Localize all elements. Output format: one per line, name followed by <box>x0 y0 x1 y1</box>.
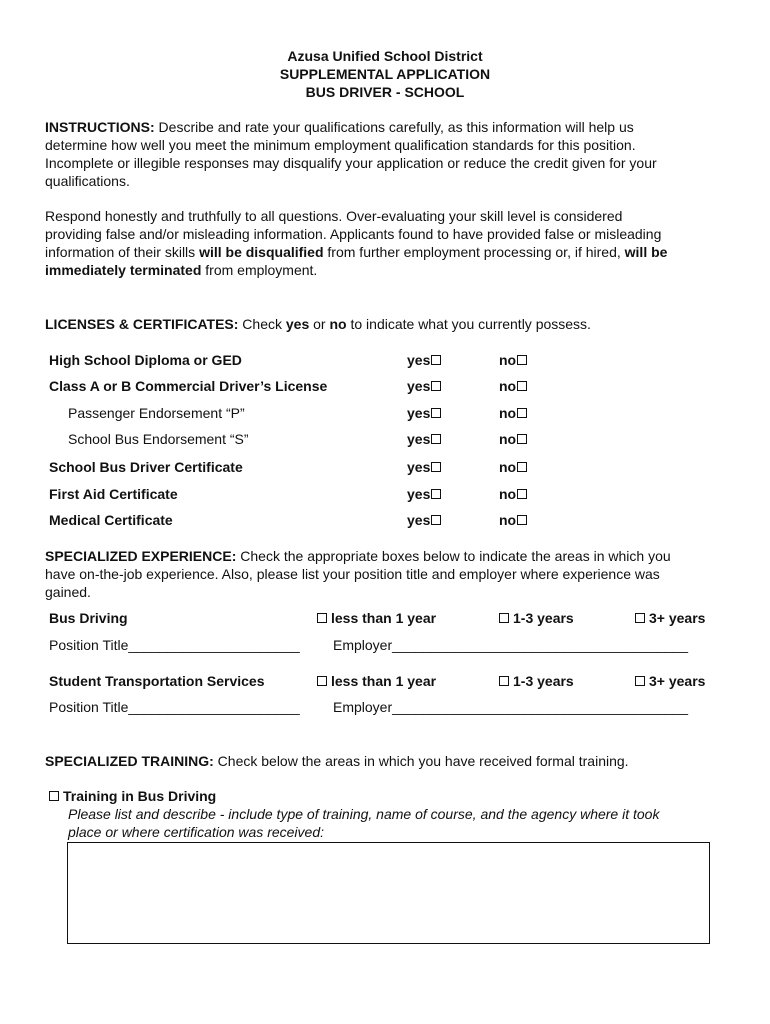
no-label: no <box>499 459 517 475</box>
license-no-option[interactable] <box>499 377 528 395</box>
instructions-text: Describe and rate your qualifications carefully, as this information will help us <box>154 119 634 135</box>
no-checkbox[interactable] <box>517 489 527 499</box>
position-title-field[interactable]: Position Title______________________ <box>49 699 300 715</box>
yes-checkbox[interactable] <box>431 355 441 365</box>
license-no-option[interactable] <box>499 351 528 369</box>
experience-option[interactable] <box>635 672 705 690</box>
licenses-heading: LICENSES & CERTIFICATES: <box>45 316 239 332</box>
experience-option[interactable] <box>499 609 574 627</box>
no-label: no <box>499 486 517 502</box>
licenses-intro-no: no <box>329 316 347 332</box>
yes-label: yes <box>407 459 431 475</box>
training-instructions: place or where certification was received: <box>68 824 325 840</box>
experience-checkbox[interactable] <box>635 676 645 686</box>
license-no-option[interactable] <box>499 430 528 448</box>
experience-option[interactable] <box>635 609 705 627</box>
honesty-paragraph <box>45 207 735 279</box>
license-yes-option[interactable] <box>407 458 442 476</box>
experience-heading: SPECIALIZED EXPERIENCE: <box>45 548 237 564</box>
yes-label: yes <box>407 486 431 502</box>
experience-option-label: 1-3 years <box>513 673 574 689</box>
license-label: High School Diploma or GED <box>49 352 242 368</box>
licenses-intro-text: Check <box>238 316 286 332</box>
training-intro-text: Check below the areas in which you have received formal training. <box>213 753 629 769</box>
experience-option-label: 1-3 years <box>513 610 574 626</box>
experience-option-label: less than 1 year <box>331 673 437 689</box>
honesty-emphasis: will be <box>624 244 668 260</box>
form-title: SUPPLEMENTAL APPLICATION <box>279 66 491 82</box>
instructions-text: determine how well you meet the minimum employment qualification standards for this position. <box>45 137 636 153</box>
no-checkbox[interactable] <box>517 462 527 472</box>
yes-checkbox[interactable] <box>431 381 441 391</box>
license-yes-option[interactable] <box>407 511 442 529</box>
license-yes-option[interactable] <box>407 377 442 395</box>
training-instructions: Please list and describe - include type of training, name of course, and the agency where it took <box>68 806 660 822</box>
honesty-text: from further employment processing or, if hired, <box>323 244 625 260</box>
experience-option[interactable] <box>317 672 436 690</box>
license-label: Passenger Endorsement “P” <box>68 405 245 421</box>
license-yes-option[interactable] <box>407 351 442 369</box>
license-label: Medical Certificate <box>49 512 173 528</box>
experience-option[interactable] <box>499 672 574 690</box>
yes-checkbox[interactable] <box>431 489 441 499</box>
yes-label: yes <box>407 378 431 394</box>
license-label: First Aid Certificate <box>49 486 178 502</box>
training-option[interactable] <box>49 787 216 805</box>
experience-option-label: 3+ years <box>649 673 706 689</box>
yes-label: yes <box>407 431 431 447</box>
instructions-label: INSTRUCTIONS: <box>45 119 155 135</box>
honesty-text: Respond honestly and truthfully to all questions. Over-evaluating your skill level is considered <box>45 208 623 224</box>
training-description-box[interactable] <box>67 842 710 944</box>
licenses-intro-text: or <box>309 316 330 332</box>
yes-label: yes <box>407 405 431 421</box>
experience-checkbox[interactable] <box>317 676 327 686</box>
license-no-option[interactable] <box>499 511 528 529</box>
org-name: Azusa Unified School District <box>287 48 483 64</box>
experience-intro <box>45 547 735 601</box>
no-checkbox[interactable] <box>517 515 527 525</box>
yes-checkbox[interactable] <box>431 434 441 444</box>
license-label: School Bus Endorsement “S” <box>68 431 249 447</box>
experience-text: gained. <box>45 584 91 600</box>
honesty-emphasis: will be disqualified <box>199 244 324 260</box>
no-label: no <box>499 512 517 528</box>
instructions-text: Incomplete or illegible responses may disqualify your application or reduce the credit given for your <box>45 155 657 171</box>
no-checkbox[interactable] <box>517 408 527 418</box>
form-subtitle: BUS DRIVER - SCHOOL <box>305 84 465 100</box>
experience-checkbox[interactable] <box>499 613 509 623</box>
license-yes-option[interactable] <box>407 430 442 448</box>
training-heading: SPECIALIZED TRAINING: <box>45 753 214 769</box>
honesty-text: from employment. <box>201 262 318 278</box>
honesty-emphasis: immediately terminated <box>45 262 202 278</box>
yes-checkbox[interactable] <box>431 462 441 472</box>
instructions-paragraph <box>45 118 735 190</box>
license-label: School Bus Driver Certificate <box>49 459 243 475</box>
experience-option-label: 3+ years <box>649 610 706 626</box>
license-label: Class A or B Commercial Driver’s License <box>49 378 328 394</box>
experience-option-label: less than 1 year <box>331 610 437 626</box>
honesty-text: information of their skills <box>45 244 200 260</box>
license-no-option[interactable] <box>499 404 528 422</box>
licenses-intro-yes: yes <box>285 316 310 332</box>
instructions-text: qualifications. <box>45 173 130 189</box>
no-checkbox[interactable] <box>517 381 527 391</box>
experience-option[interactable] <box>317 609 436 627</box>
licenses-intro <box>45 315 591 333</box>
experience-area-label: Bus Driving <box>49 610 128 626</box>
yes-checkbox[interactable] <box>431 408 441 418</box>
yes-checkbox[interactable] <box>431 515 441 525</box>
license-yes-option[interactable] <box>407 485 442 503</box>
experience-checkbox[interactable] <box>635 613 645 623</box>
yes-label: yes <box>407 512 431 528</box>
employer-field[interactable]: Employer______________________________________ <box>333 637 689 653</box>
license-no-option[interactable] <box>499 458 528 476</box>
training-checkbox[interactable] <box>49 791 59 801</box>
license-no-option[interactable] <box>499 485 528 503</box>
no-label: no <box>499 405 517 421</box>
training-option-label: Training in Bus Driving <box>63 788 217 804</box>
position-title-field[interactable]: Position Title______________________ <box>49 637 300 653</box>
licenses-intro-text: to indicate what you currently possess. <box>346 316 591 332</box>
no-label: no <box>499 431 517 447</box>
experience-text: have on-the-job experience. Also, please list your position title and employer where experience was <box>45 566 660 582</box>
experience-checkbox[interactable] <box>499 676 509 686</box>
training-intro <box>45 752 629 770</box>
experience-text: Check the appropriate boxes below to indicate the areas in which you <box>236 548 671 564</box>
experience-checkbox[interactable] <box>317 613 327 623</box>
honesty-text: providing false and/or misleading information. Applicants found to have provided false or misleading <box>45 226 662 242</box>
no-checkbox[interactable] <box>517 355 527 365</box>
employer-field[interactable]: Employer______________________________________ <box>333 699 689 715</box>
yes-label: yes <box>407 352 431 368</box>
no-checkbox[interactable] <box>517 434 527 444</box>
no-label: no <box>499 352 517 368</box>
experience-area-label: Student Transportation Services <box>49 673 265 689</box>
license-yes-option[interactable] <box>407 404 442 422</box>
no-label: no <box>499 378 517 394</box>
